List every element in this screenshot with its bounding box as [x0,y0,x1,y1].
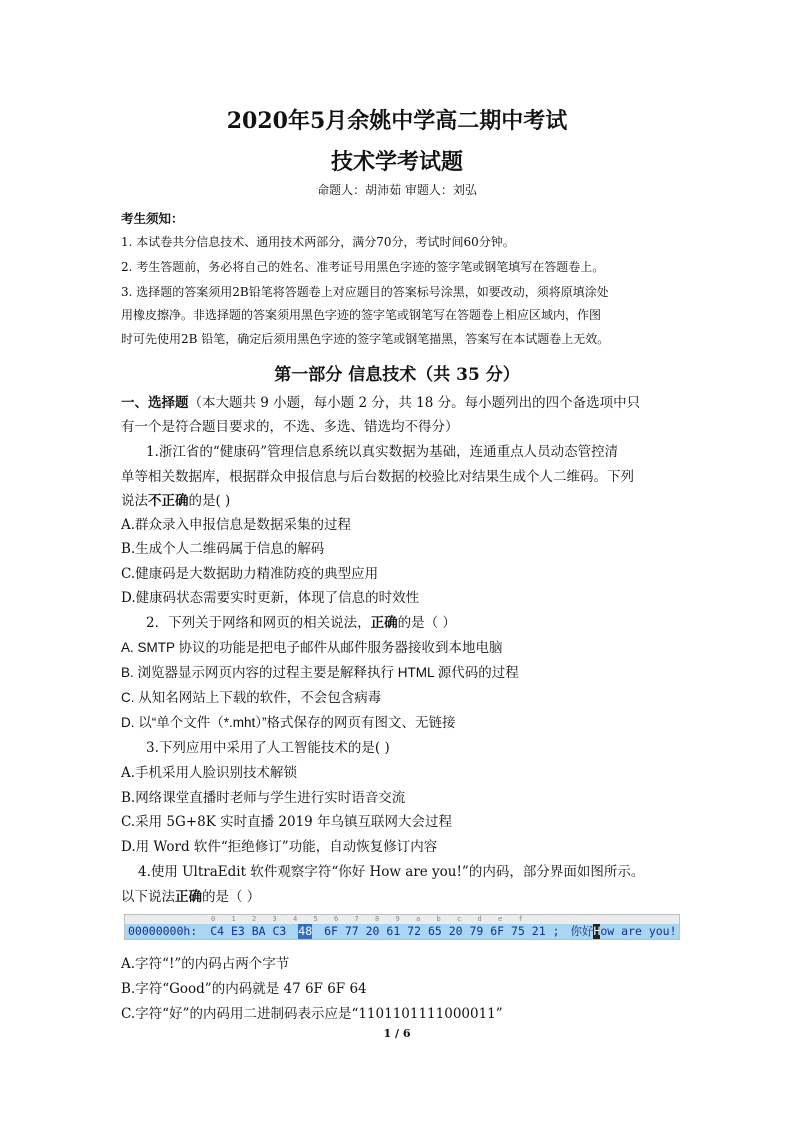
hex-ruler-tick: 7 [354,915,359,923]
hex-ruler-tick: 4 [293,915,298,923]
hex-selected-byte: 48 [298,924,313,938]
part-title: 第一部分 信息技术（共 35 分） [274,365,520,385]
option-b: B. 浏览器显示网页内容的过程主要是解释执行 HTML 源代码的过程 [121,665,519,680]
question-1-tail [121,489,230,509]
hex-ruler-tick: f [518,915,523,923]
section-label: 一、选择题 [121,395,189,411]
option-d: D.健康码状态需要实时更新，体现了信息的时效性 [121,590,420,606]
option-a: A.手机采用人脸识别技术解锁 [121,765,298,781]
hex-ruler-tick: 6 [334,915,339,923]
question-1-emphasis: 不正确 [148,493,189,509]
question-2 [146,611,456,631]
option-c: C.采用 5G+8K 实时直播 2019 年乌镇互联网大会过程 [121,814,453,830]
option-b: B.生成个人二维码属于信息的解码 [121,541,325,557]
option-a: A.字符“!”的内码占两个字节 [121,956,290,972]
question-1-tail-post: 的是( ) [188,493,231,509]
hex-ruler-tick: b [436,915,441,923]
question-1-tail-pre: 说法 [121,493,148,509]
hex-ruler-tick: d [477,915,482,923]
option-d: D. 以“单个文件（*.mht）”格式保存的网页有图文、无链接 [121,715,456,730]
hex-ruler-tick: 3 [272,915,277,923]
section-desc: （本大题共 9 小题，每小题 2 分，共 18 分。每小题列出的四个备选项中只 [188,395,641,411]
hex-address: 00000000h: [128,924,198,938]
option-b: B.网络课堂直播时老师与学生进行实时语音交流 [121,790,406,806]
hex-editor-figure [124,914,680,940]
hex-ruler-tick: c [457,915,462,923]
hex-text: 你好 [570,924,594,938]
option-c: C.健康码是大数据助力精准防疫的典型应用 [121,566,379,582]
hex-bytes: C4 E3 BA C3 [210,924,287,938]
notice-line: 2. 考生答题前，务必将自己的姓名、准考证号用黑色字迹的签字笔或钢笔填写在答题卷上。 [121,260,605,274]
hex-cursor: H [593,924,601,938]
question-4-line2 [121,885,260,905]
hex-bytes: 6F 77 20 61 72 65 20 79 6F 75 21 ; [324,924,560,938]
option-c: C.字符“好”的内码用二进制码表示应是“1101101111000011” [121,1006,503,1022]
hex-ruler-tick: 0 [211,915,216,923]
notice-line: 用橡皮擦净。非选择题的答案须用黑色字迹的签字笔或钢笔写在答题卷上相应区域内，作图 [121,308,602,322]
hex-row [125,924,679,939]
option-d: D.用 Word 软件“拒绝修订”功能，自动恢复修订内容 [121,839,438,855]
hex-ruler-tick: 8 [375,915,380,923]
hex-ruler-tick: 2 [252,915,257,923]
page-number: 1 / 6 [383,1027,411,1040]
notice-line: 3. 选择题的答案须用2B铅笔将答题卷上对应题目的答案标号涂黑，如要改动，须将原填涂处 [121,285,609,299]
hex-ruler [125,915,679,924]
question-1-line: 单等相关数据库，根据群众申报信息与后台数据的校验比对结果生成个人二维码。下列 [121,469,634,485]
question-4-pre: 以下说法 [121,889,175,905]
hex-ruler-tick: 9 [395,915,400,923]
question-4-line: 4.使用 UltraEdit 软件观察字符“你好 How are you!”的内码，部分界面如图所示。 [138,864,645,880]
exam-subtitle: 技术学考试题 [330,149,463,175]
question-2-emphasis: 正确 [370,615,398,631]
question-4-post: 的是（ ） [202,889,261,905]
hex-ruler-tick: 1 [231,915,236,923]
option-c: C. 从知名网站上下载的软件，不会包含病毒 [121,690,382,705]
authors-line: 命题人：胡沛茹 审题人：刘弘 [317,183,477,197]
option-b: B.字符“Good”的内码就是 47 6F 6F 64 [121,981,367,997]
notice-line: 1. 本试卷共分信息技术、通用技术两部分，满分70分，考试时间60分钟。 [121,235,515,249]
option-a: A. SMTP 协议的功能是把电子邮件从邮件服务器接收到本地电脑 [121,640,503,655]
notice-heading: 考生须知： [121,211,184,226]
hex-ruler-tick: e [498,915,503,923]
hex-ruler-tick: a [416,915,421,923]
question-2-pre: 2．下列关于网络和网页的相关说法， [146,615,371,631]
option-a: A.群众录入申报信息是数据采集的过程 [121,517,352,533]
notice-line: 时可先使用2B 铅笔，确定后须用黑色字迹的签字笔或钢笔描黑，答案写在本试题卷上无效。 [121,332,610,346]
exam-title: 2020年5月余姚中学高二期中考试 [226,108,568,134]
question-3: 3.下列应用中采用了人工智能技术的是( ) [146,740,390,756]
question-2-post: 的是（ ） [397,615,456,631]
hex-ruler-tick: 5 [313,915,318,923]
section-header [121,391,640,411]
question-4-emphasis: 正确 [175,889,202,905]
hex-text: ow are you! [600,924,677,938]
section-desc-cont: 有一个是符合题目要求的，不选、多选、错选均不得分） [121,419,459,435]
question-1-line: 1.浙江省的“健康码”管理信息系统以真实数据为基础，连通重点人员动态管控清 [146,444,619,460]
